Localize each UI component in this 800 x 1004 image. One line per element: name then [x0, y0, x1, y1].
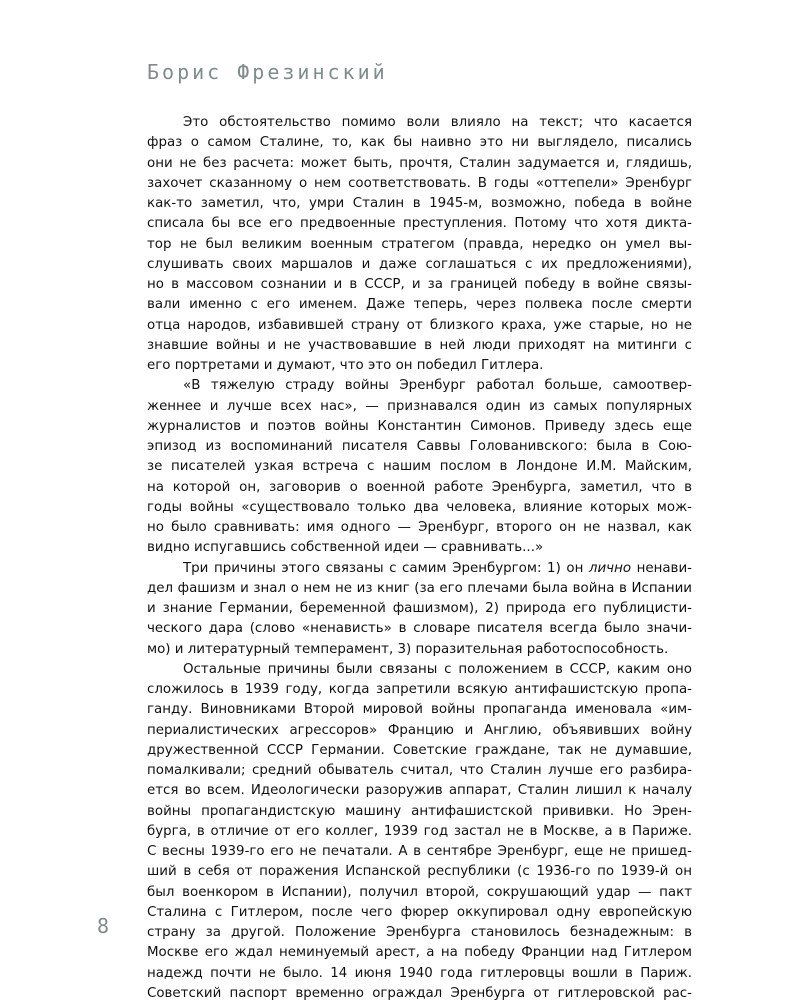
paragraph-line: эпизод из воспоминаний писателя Саввы Голованивского: была в Сою- — [147, 439, 692, 454]
paragraph-line: ется во всем. Идеологически разоружив аппарат, Сталин лишил к началу — [147, 783, 692, 799]
paragraph-line: сложилось в 1939 году, когда запретили всякую антифашистскую пропа- — [147, 682, 692, 697]
paragraph-line: войны пропагандистскую машину антифашистской прививки. Но Эрен- — [147, 803, 692, 819]
paragraph-line: ганду. Виновниками Второй мировой войны пропаганда именовала «им- — [147, 702, 692, 718]
paragraph-line: ческого дара (слово «ненависть» в словаре писателя всегда было значи- — [147, 621, 692, 637]
page-number: 8 — [97, 914, 110, 938]
paragraph-line: годы войны «существовало только два человека, влияние которых мож- — [147, 499, 692, 515]
paragraph-line: фраз о самом Сталине, то, как бы наивно это ни выглядело, писались — [147, 135, 692, 151]
paragraph-line: «В тяжелую страду войны Эренбург работал больше, самоотвер- — [183, 378, 692, 394]
paragraph-line: С весны 1939-го его не печатали. А в сентябре Эренбург, еще не пришед- — [147, 844, 692, 859]
paragraph-line: был военкором в Испании), получил второй, сокрушающий удар — пакт — [147, 884, 692, 900]
paragraph-line: мо) и литературный темперамент, 3) поразительная работоспособность. — [147, 641, 669, 657]
paragraph-line — [147, 559, 692, 579]
paragraph-line: отца народов, избавившей страну от близкого краха, уже старые, но не — [147, 317, 692, 333]
line-text-start: Три причины этого связаны с самим Эренбургом: 1) он — [183, 560, 589, 576]
paragraph-line: вали именно с его именем. Даже теперь, через полвека после смерти — [147, 297, 692, 313]
paragraph-line: его портретами и думают, что это он победил Гитлера. — [147, 358, 544, 373]
paragraph-line: знавшие войны и не участвовавшие в ней люди приходят на митинги с — [147, 337, 692, 353]
paragraph-line: слушивать своих маршалов и даже соглашаться с их предложениями), — [147, 256, 692, 272]
paragraph-line: Это обстоятельство помимо воли влияло на текст; что касается — [183, 115, 692, 130]
paragraph-line: Москве его ждал неминуемый арест, а на победу Франции над Гитлером — [147, 945, 692, 961]
paragraph-line: зе писателей узкая встреча с нашим послом в Лондоне И.М. Майским, — [147, 459, 692, 475]
paragraph-line: они не без расчета: может быть, прочтя, Сталин задумается и, глядишь, — [147, 155, 692, 171]
paragraph-line: страну за другой. Положение Эренбурга становилось безнадежным: в — [147, 925, 692, 940]
paragraph-line: помалкивали; средний обыватель считал, что Сталин лучше его разбира- — [147, 763, 692, 778]
paragraph-line: на которой он, заговорив о военной работе Эренбурга, заметил, что в — [147, 479, 692, 495]
paragraph-line: журналистов и поэтов войны Константин Симонов. Приведу здесь еще — [147, 418, 692, 434]
paragraph-line: бурга, в отличие от его коллег, 1939 год застал не в Москве, а в Париже. — [147, 823, 692, 839]
paragraph-line: надежд почти не было. 14 июня 1940 года гитлеровцы вошли в Париж. — [147, 965, 692, 981]
paragraph-line: Советский паспорт временно ограждал Эренбурга от гитлеровской рас- — [147, 985, 692, 1001]
article-body — [147, 113, 692, 1004]
paragraph-line: женнее и лучше всех нас», — признавался один из самых популярных — [147, 398, 692, 414]
emphasized-word: лично — [588, 560, 632, 576]
paragraph-line: но было сравнивать: имя одного — Эренбург, второго он не назвал, как — [147, 520, 692, 535]
paragraph-line: как-то заметил, что, умри Сталин в 1945-м, возможно, победа в войне — [147, 196, 692, 211]
paragraph-line: Сталина с Гитлером, после чего фюрер оккупировал одну европейскую — [147, 904, 692, 920]
paragraph-line: Остальные причины были связаны с положением в СССР, каким оно — [183, 661, 692, 677]
running-header-author: Борис Фрезинский — [147, 60, 388, 84]
paragraph-line: видно испугавшись собственной идеи — сравнивать...» — [147, 540, 544, 556]
paragraph-line: но в массовом сознании и в СССР, и за границей победу в войне связы- — [147, 277, 692, 292]
line-text-end: ненави- — [631, 560, 692, 576]
paragraph-line: и знание Германии, беременной фашизмом), 2) природа его публицисти- — [147, 601, 692, 616]
paragraph-line: дружественной СССР Германии. Советские граждане, так не думавшие, — [147, 742, 692, 758]
paragraph-line: дел фашизм и знал о нем не из книг (за его плечами была война в Испании — [147, 580, 692, 596]
paragraph-line: периалистических агрессоров» Францию и Англию, объявивших войну — [147, 722, 692, 738]
paragraph-line: тор не был великим военным стратегом (правда, нередко он умел вы- — [147, 236, 692, 252]
paragraph-line: ший в себя от поражения Испанской республики (с 1936-го по 1939-й он — [147, 864, 692, 880]
paragraph-line: списала бы все его предвоенные преступления. Потому что хотя дикта- — [147, 216, 692, 232]
paragraph-line: захочет сказанному о нем соответствовать. В годы «оттепели» Эренбург — [147, 175, 692, 191]
